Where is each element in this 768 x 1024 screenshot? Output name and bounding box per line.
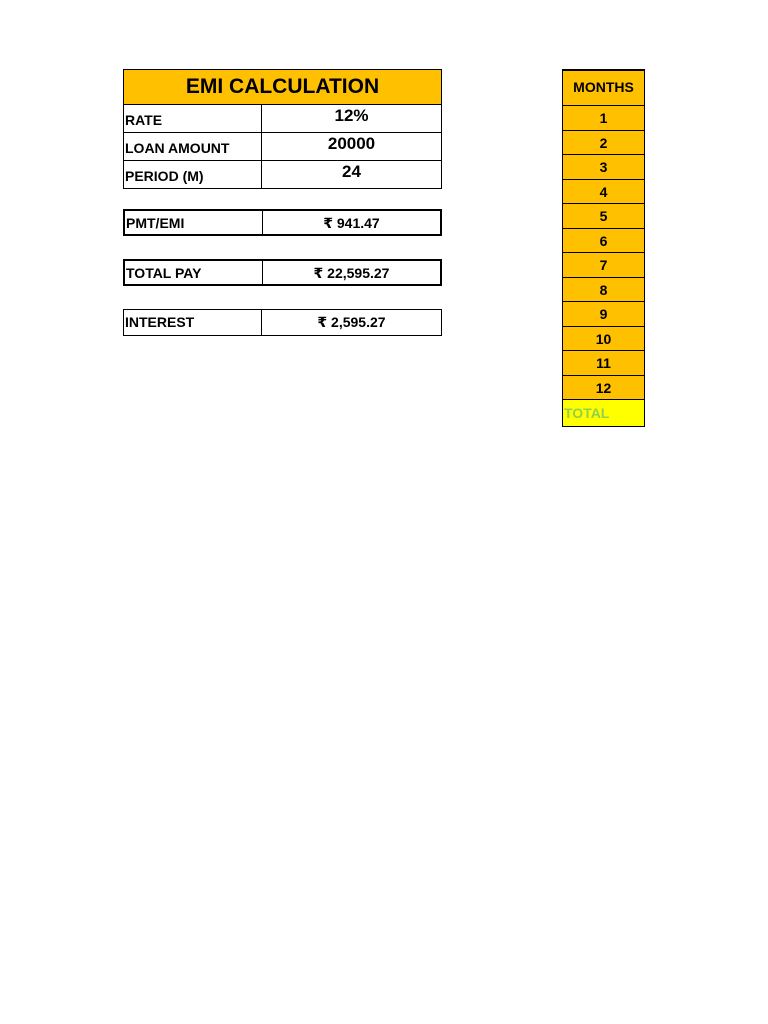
month-cell[interactable]: 10 <box>563 327 644 352</box>
month-cell[interactable]: 12 <box>563 376 644 401</box>
total-pay-value[interactable]: ₹ 22,595.27 <box>313 265 390 281</box>
pmt-emi-row <box>123 209 442 236</box>
emi-title: EMI CALCULATION <box>124 70 441 105</box>
month-cell[interactable]: 11 <box>563 351 644 376</box>
month-cell[interactable]: 1 <box>563 106 644 131</box>
month-cell[interactable]: 5 <box>563 204 644 229</box>
rate-row <box>124 105 441 133</box>
interest-row <box>123 309 442 336</box>
period-row <box>124 161 441 188</box>
total-pay-row <box>123 259 442 286</box>
months-header: MONTHS <box>563 71 644 106</box>
period-label: PERIOD (M) <box>124 161 262 188</box>
loan-amount-row <box>124 133 441 161</box>
months-column <box>562 69 645 427</box>
period-value[interactable]: 24 <box>342 162 361 181</box>
loan-amount-value[interactable]: 20000 <box>327 134 376 153</box>
pmt-emi-value[interactable]: ₹ 941.47 <box>323 215 380 231</box>
month-cell[interactable]: 3 <box>563 155 644 180</box>
emi-calculation-table <box>123 69 442 189</box>
months-total-cell[interactable]: TOTAL <box>563 400 644 426</box>
month-cell[interactable]: 6 <box>563 229 644 254</box>
rate-value[interactable]: 12% <box>334 106 369 125</box>
month-cell[interactable]: 2 <box>563 131 644 156</box>
month-cell[interactable]: 4 <box>563 180 644 205</box>
interest-label: INTEREST <box>124 310 262 335</box>
pmt-emi-label: PMT/EMI <box>125 211 263 234</box>
interest-value[interactable]: ₹ 2,595.27 <box>317 314 386 330</box>
month-cell[interactable]: 7 <box>563 253 644 278</box>
month-cell[interactable]: 9 <box>563 302 644 327</box>
loan-amount-label: LOAN AMOUNT <box>124 133 262 160</box>
total-pay-label: TOTAL PAY <box>125 261 263 284</box>
rate-label: RATE <box>124 105 262 132</box>
month-cell[interactable]: 8 <box>563 278 644 303</box>
